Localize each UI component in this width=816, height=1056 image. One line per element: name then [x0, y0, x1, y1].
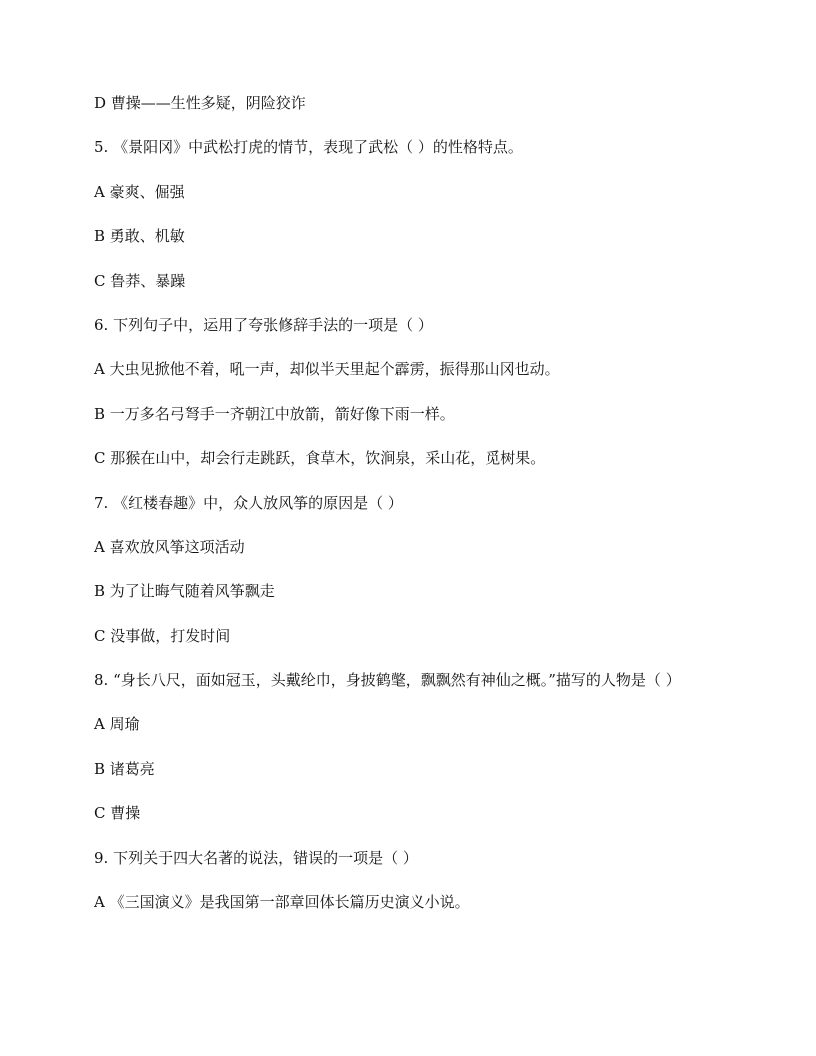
option-b-q5: B 勇敢、机敏	[94, 227, 185, 246]
question-7: 7. 《红楼春趣》中，众人放风筝的原因是（ ）	[94, 493, 403, 512]
option-a-q9: A 《三国演义》是我国第一部章回体长篇历史演义小说。	[94, 893, 470, 912]
option-b-q8: B 诸葛亮	[94, 759, 155, 778]
question-9: 9. 下列关于四大名著的说法，错误的一项是（ ）	[94, 848, 418, 867]
option-a-q6: A 大虫见掀他不着，吼一声，却似半天里起个霹雳，振得那山冈也动。	[94, 360, 560, 379]
document-body	[94, 92, 784, 935]
question-6: 6. 下列句子中，运用了夸张修辞手法的一项是（ ）	[94, 315, 433, 334]
option-a-q5: A 豪爽、倔强	[94, 182, 185, 201]
option-c-q7: C 没事做，打发时间	[94, 626, 231, 645]
option-b-q6: B 一万多名弓弩手一齐朝江中放箭，箭好像下雨一样。	[94, 404, 455, 423]
option-a-q7: A 喜欢放风筝这项活动	[94, 537, 245, 556]
question-8: 8. “身长八尺，面如冠玉，头戴纶巾，身披鹤氅，飘飘然有神仙之概。”描写的人物是（ ）	[94, 671, 681, 690]
option-c-q6: C 那猴在山中，却会行走跳跃，食草木，饮涧泉，采山花，觅树果。	[94, 449, 546, 468]
option-a-q8: A 周瑜	[94, 715, 140, 734]
question-5: 5. 《景阳冈》中武松打虎的情节，表现了武松（ ）的性格特点。	[94, 138, 523, 157]
option-c-q8: C 曹操	[94, 804, 141, 823]
option-d-q4: D 曹操——生性多疑，阴险狡诈	[94, 94, 306, 112]
option-c-q5: C 鲁莽、暴躁	[94, 271, 186, 290]
option-b-q7: B 为了让晦气随着风筝飘走	[94, 582, 275, 601]
